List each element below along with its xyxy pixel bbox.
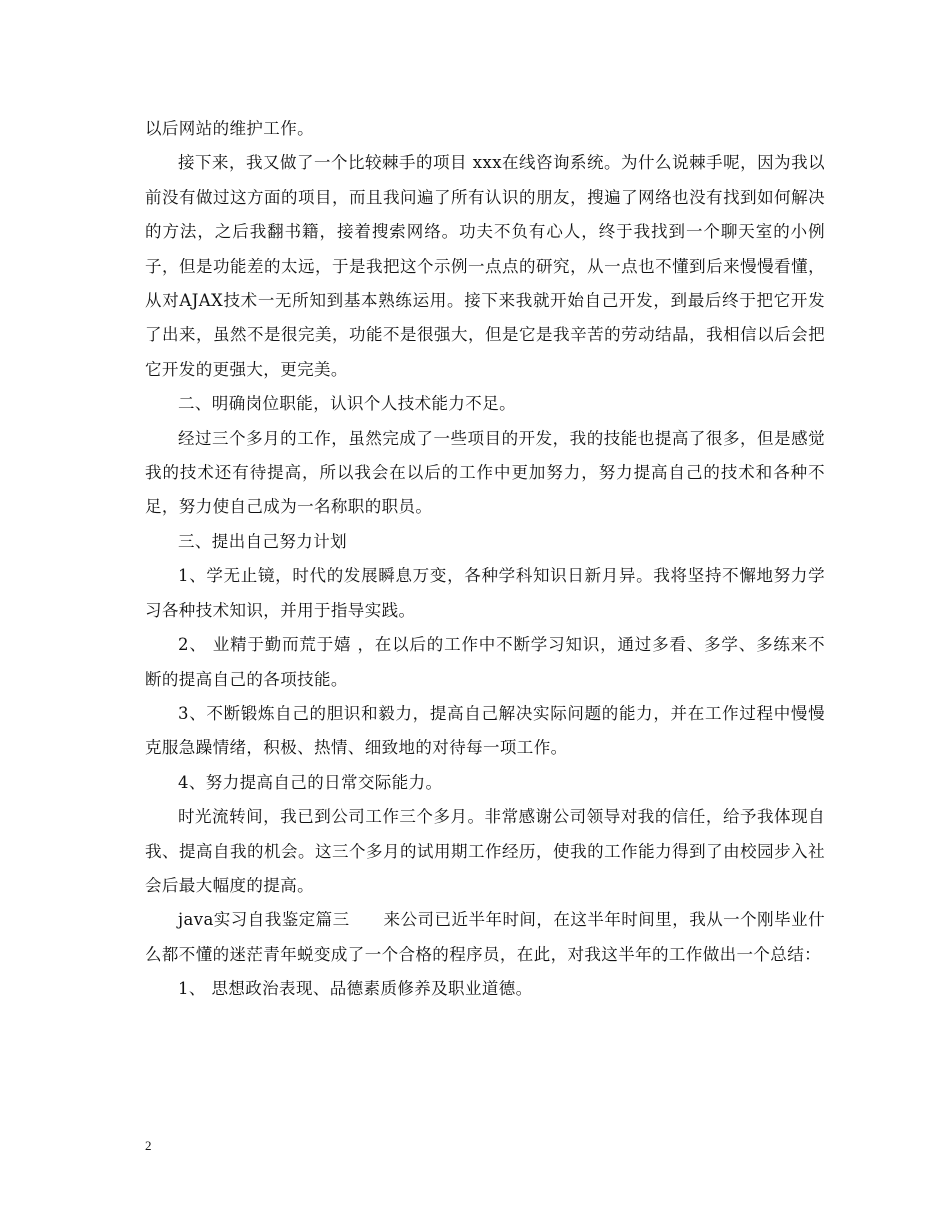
section-heading-3: 三、提出自己努力计划	[178, 531, 347, 551]
section-heading-2: 二、明确岗位职能，认识个人技术能力不足。	[178, 394, 516, 414]
plan-item-2: 2、 业精于勤而荒于嬉 ，在以后的工作中不断学习知识，通过多看、多学、多练来不断的提高自己的各项技能。	[145, 635, 825, 689]
paragraph-1: 以后网站的维护工作。	[145, 119, 314, 138]
plan-item-3: 3、不断锻炼自己的胆识和毅力，提高自己解决实际问题的能力，并在工作过程中慢慢克服急躁情绪，积极、热情、细致地的对待每一项工作。	[145, 703, 825, 758]
paragraph-2: 接下来，我又做了一个比较棘手的项目 xxx在线咨询系统。为什么说棘手呢，因为我以前没有做过这方面的项目，而且我问遍了所有认识的朋友，搜遍了网络也没有找到如何解决的方法，之后我翻书籍，接着搜索网络。功夫不负有心人，终于我找到一个聊天室的小例子，但是功能差的太远，于是我把这个示例一点点的研究，从一点也不懂到后来慢慢看懂，从对AJAX技术一无所知到基本熟练运用。接下来我就开始自己开发，到最后终于把它开发了出来，虽然不是很完美，功能不是很强大，但是它是我辛苦的劳动结晶，我相信以后会把它开发的更强大，更完美。	[145, 153, 825, 379]
page-number: 2	[145, 1138, 152, 1153]
document-body	[145, 112, 825, 1007]
plan-item-1: 1、学无止镜，时代的发展瞬息万变，各种学科知识日新月异。我将坚持不懈地努力学习各种技术知识，并用于指导实践。	[145, 566, 825, 620]
plan-item-4: 4、努力提高自己的日常交际能力。	[178, 772, 443, 792]
paragraph-4: 时光流转间，我已到公司工作三个多月。非常感谢公司领导对我的信任，给予我体现自我、提高自我的机会。这三个多月的试用期工作经历，使我的工作能力得到了由校园步入社会后最大幅度的提高。	[145, 807, 825, 895]
paragraph-3: 经过三个多月的工作，虽然完成了一些项目的开发，我的技能也提高了很多，但是感觉我的技术还有待提高，所以我会在以后的工作中更加努力，努力提高自己的技术和各种不足，努力使自己成为一名称职的职员。	[145, 428, 825, 517]
summary-item-1: 1、 思想政治表现、品德素质修养及职业道德。	[178, 979, 533, 999]
article-3-intro: java实习自我鉴定篇三 来公司已近半年时间，在这半年时间里，我从一个刚毕业什么都不懂的迷茫青年蜕变成了一个合格的程序员，在此，对我这半年的工作做出一个总结：	[145, 910, 825, 964]
